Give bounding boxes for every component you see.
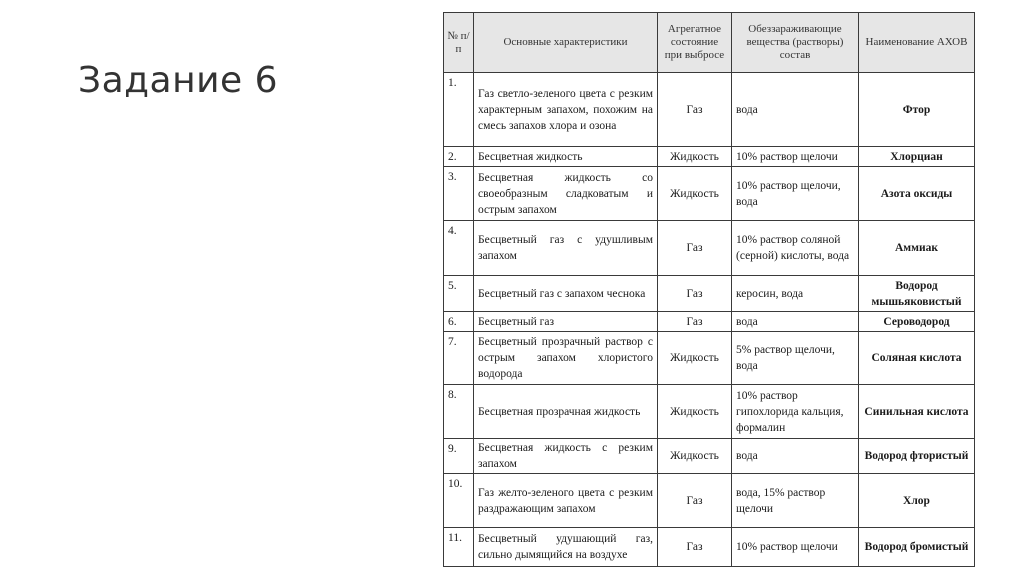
table-row <box>444 167 975 221</box>
row-name: Соляная кислота <box>859 332 975 385</box>
row-characteristics: Бесцветный газ <box>474 312 658 332</box>
row-state: Газ <box>658 73 732 147</box>
slide-title: Задание 6 <box>78 60 279 101</box>
row-characteristics: Бесцветная жидкость с резким запахом <box>474 439 658 474</box>
row-name: Хлорциан <box>859 147 975 167</box>
row-state: Газ <box>658 312 732 332</box>
table-row <box>444 147 975 167</box>
row-state: Жидкость <box>658 332 732 385</box>
table-row <box>444 312 975 332</box>
row-num: 6. <box>444 312 474 332</box>
row-state: Газ <box>658 528 732 567</box>
row-substances: вода, 15% раствор щелочи <box>732 474 859 528</box>
row-num: 9. <box>444 439 474 474</box>
table-row <box>444 73 975 147</box>
row-name: Водород мышьяковистый <box>859 276 975 312</box>
row-name: Аммиак <box>859 221 975 276</box>
row-substances: 5% раствор щелочи, вода <box>732 332 859 385</box>
row-num: 10. <box>444 474 474 528</box>
table-row <box>444 474 975 528</box>
row-state: Жидкость <box>658 439 732 474</box>
row-state: Жидкость <box>658 167 732 221</box>
row-state: Газ <box>658 474 732 528</box>
row-num: 8. <box>444 385 474 439</box>
table-header-row <box>444 13 975 73</box>
row-characteristics: Бесцветная жидкость <box>474 147 658 167</box>
row-substances: вода <box>732 73 859 147</box>
row-substances: 10% раствор гипохлорида кальция, формалин <box>732 385 859 439</box>
row-substances: 10% раствор щелочи <box>732 147 859 167</box>
table-row <box>444 276 975 312</box>
row-state: Газ <box>658 276 732 312</box>
header-num: № п/п <box>444 13 474 73</box>
row-name: Фтор <box>859 73 975 147</box>
ahov-table-container <box>443 12 974 559</box>
row-characteristics: Бесцветный прозрачный раствор с острым запахом хлористого водорода <box>474 332 658 385</box>
row-substances: 10% раствор щелочи, вода <box>732 167 859 221</box>
row-name: Азота оксиды <box>859 167 975 221</box>
row-num: 11. <box>444 528 474 567</box>
row-name: Водород фтористый <box>859 439 975 474</box>
row-num: 2. <box>444 147 474 167</box>
row-characteristics: Бесцветная прозрачная жидкость <box>474 385 658 439</box>
row-characteristics: Бесцветная жидкость со своеобразным сладковатым и острым запахом <box>474 167 658 221</box>
row-substances: керосин, вода <box>732 276 859 312</box>
table-row <box>444 528 975 567</box>
row-characteristics: Бесцветный газ с запахом чеснока <box>474 276 658 312</box>
header-name: Наименование АХОВ <box>859 13 975 73</box>
row-num: 4. <box>444 221 474 276</box>
row-num: 3. <box>444 167 474 221</box>
row-name: Сероводород <box>859 312 975 332</box>
row-characteristics: Газ желто-зеленого цвета с резким раздражающим запахом <box>474 474 658 528</box>
row-name: Водород бромистый <box>859 528 975 567</box>
table-row <box>444 332 975 385</box>
table-row <box>444 439 975 474</box>
table-row <box>444 385 975 439</box>
row-num: 7. <box>444 332 474 385</box>
row-name: Синильная кислота <box>859 385 975 439</box>
row-num: 1. <box>444 73 474 147</box>
row-substances: вода <box>732 312 859 332</box>
header-state: Агрегатное состояние при выбросе <box>658 13 732 73</box>
row-characteristics: Бесцветный газ с удушливым запахом <box>474 221 658 276</box>
row-characteristics: Газ светло-зеленого цвета с резким характерным запахом, похожим на смесь запахов хлора и озона <box>474 73 658 147</box>
row-name: Хлор <box>859 474 975 528</box>
row-substances: вода <box>732 439 859 474</box>
table-row <box>444 221 975 276</box>
row-state: Жидкость <box>658 147 732 167</box>
row-substances: 10% раствор щелочи <box>732 528 859 567</box>
header-characteristics: Основные характеристики <box>474 13 658 73</box>
row-characteristics: Бесцветный удушающий газ, сильно дымящийся на воздухе <box>474 528 658 567</box>
row-num: 5. <box>444 276 474 312</box>
header-substances: Обеззараживающие вещества (растворы) состав <box>732 13 859 73</box>
row-state: Газ <box>658 221 732 276</box>
ahov-table <box>443 12 975 567</box>
row-substances: 10% раствор соляной (серной) кислоты, вода <box>732 221 859 276</box>
row-state: Жидкость <box>658 385 732 439</box>
